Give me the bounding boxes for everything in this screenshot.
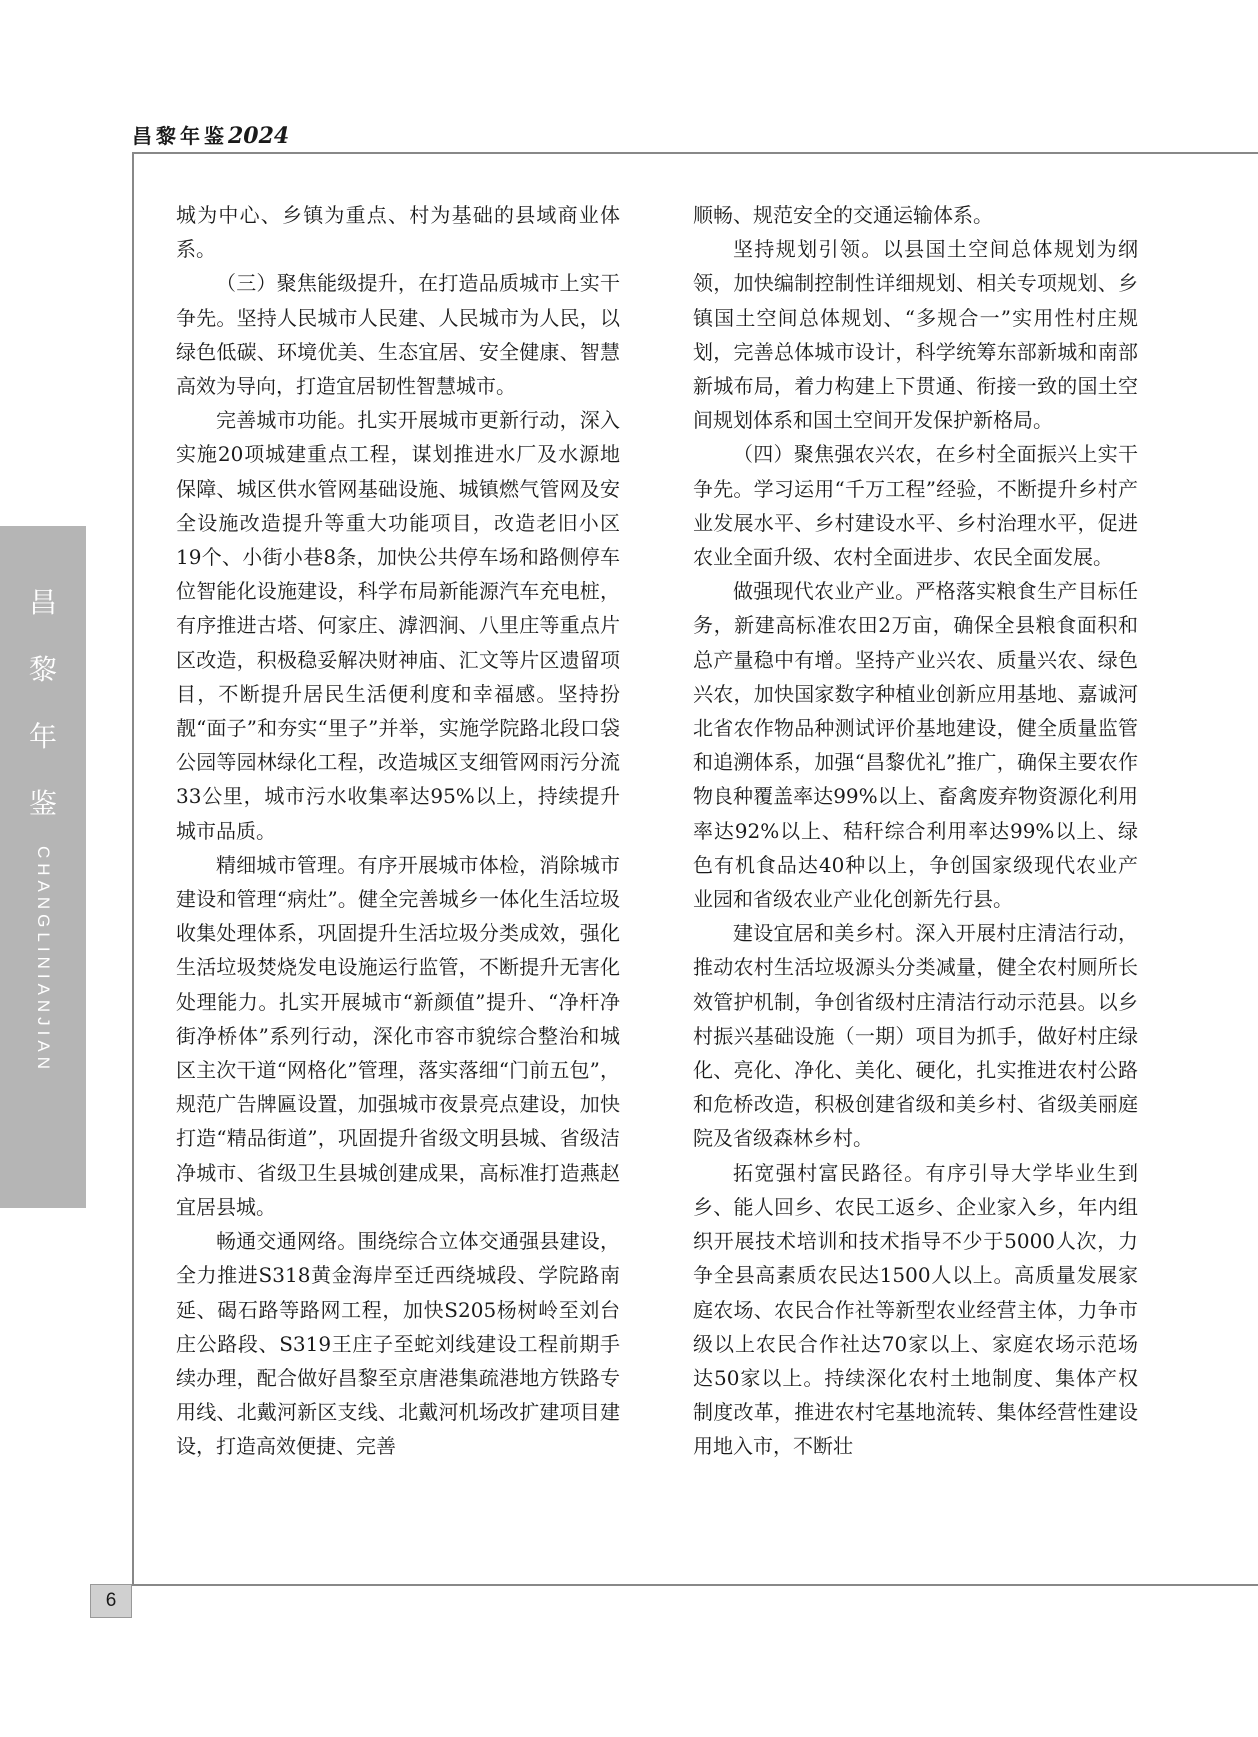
side-tab-latin: CHANGLINIANJIAN [34, 846, 53, 1075]
paragraph: 城为中心、乡镇为重点、村为基础的县域商业体系。 [176, 203, 620, 262]
paragraph: 畅通交通网络。围绕综合立体交通强县建设，全力推进S318黄金海岸至迁西绕城段、学院路南延、碣石路等路网工程，加快S205杨树岭至刘台庄公路段、S319王庄子至蛇刘线建设工程前期手续办理，配合做好昌黎至京唐港集疏港地方铁路专用线、北戴河新区支线、北戴河机场改扩建项目建设，打造高效便捷、完善 [176, 1229, 620, 1459]
side-tab-char: 昌 [28, 586, 57, 619]
side-tab [0, 526, 86, 1208]
paragraph: 坚持规划引领。以县国土空间总体规划为纲领，加快编制控制性详细规划、相关专项规划、乡镇国土空间总体规划、“多规合一”实用性村庄规划，完善总体城市设计，科学统筹东部新城和南部新城布局，着力构建上下贯通、衔接一致的国土空间规划体系和国土空间开发保护新格局。 [693, 237, 1138, 433]
left-column [176, 198, 620, 1464]
paragraph: （四）聚焦强农兴农，在乡村全面振兴上实干争先。学习运用“千万工程”经验，不断提升乡村产业发展水平、乡村建设水平、乡村治理水平，促进农业全面升级、农村全面进步、农民全面发展。 [693, 442, 1138, 570]
paragraph: 完善城市功能。扎实开展城市更新行动，深入实施20项城建重点工程，谋划推进水厂及水源地保障、城区供水管网基础设施、城镇燃气管网及安全设施改造提升等重大功能项目，改造老旧小区19个、小街小巷8条，加快公共停车场和路侧停车位智能化设施建设，科学布局新能源汽车充电桩，有序推进古塔、何家庄、滹泗涧、八里庄等重点片区改造，积极稳妥解决财神庙、汇文等片区遗留项目，不断提升居民生活便利度和幸福感。坚持扮靓“面子”和夯实“里子”并举，实施学院路北段口袋公园等园林绿化工程，改造城区支细管网雨污分流33公里，城市污水收集率达95%以上，持续提升城市品质。 [176, 408, 620, 843]
paragraph: 建设宜居和美乡村。深入开展村庄清洁行动，推动农村生活垃圾源头分类减量，健全农村厕所长效管护机制，争创省级村庄清洁行动示范县。以乡村振兴基础设施（一期）项目为抓手，做好村庄绿化、亮化、净化、美化、硬化，扎实推进农村公路和危桥改造，积极创建省级和美乡村、省级美丽庭院及省级森林乡村。 [693, 921, 1138, 1151]
side-tab-char: 黎 [28, 653, 57, 686]
header-year: 2024 [228, 123, 290, 149]
paragraph: 顺畅、规范安全的交通运输体系。 [693, 203, 993, 227]
page-number: 6 [90, 1584, 132, 1618]
paragraph: 做强现代农业产业。严格落实粮食生产目标任务，新建高标准农田2万亩，确保全县粮食面积和总产量稳中有增。坚持产业兴农、质量兴农、绿色兴农，加快国家数字种植业创新应用基地、嘉诚河北省农作物品种测试评价基地建设，健全质量监管和追溯体系，加强“昌黎优礼”推广，确保主要农作物良种覆盖率达99%以上、畜禽废弃物资源化利用率达92%以上、秸秆综合利用率达99%以上、绿色有机食品达40种以上，争创国家级现代农业产业园和省级农业产业化创新先行县。 [693, 579, 1138, 912]
running-header [132, 120, 289, 149]
paragraph: （三）聚焦能级提升，在打造品质城市上实干争先。坚持人民城市人民建、人民城市为人民，以绿色低碳、环境优美、生态宜居、安全健康、智慧高效为导向，打造宜居韧性智慧城市。 [176, 271, 620, 399]
header-title: 昌黎年鉴 [132, 124, 228, 148]
side-tab-char: 年 [28, 720, 57, 753]
right-column [693, 198, 1138, 1464]
paragraph: 精细城市管理。有序开展城市体检，消除城市建设和管理“病灶”。健全完善城乡一体化生活垃圾收集处理体系，巩固提升生活垃圾分类成效，强化生活垃圾焚烧发电设施运行监管，不断提升无害化处理能力。扎实开展城市“新颜值”提升、“净杆净街净桥体”系列行动，深化市容市貌综合整治和城区主次干道“网格化”管理，落实落细“门前五包”，规范广告牌匾设置，加强城市夜景亮点建设，加快打造“精品街道”，巩固提升省级文明县城、省级洁净城市、省级卫生县城创建成果，高标准打造燕赵宜居县城。 [176, 852, 620, 1219]
frame-top-rule [132, 152, 1258, 154]
side-tab-char: 鉴 [28, 787, 57, 820]
paragraph: 拓宽强村富民路径。有序引导大学毕业生到乡、能人回乡、农民工返乡、企业家入乡，年内组织开展技术培训和技术指导不少于5000人次，力争全县高素质农民达1500人以上。高质量发展家庭农场、农民合作社等新型农业经营主体，力争市级以上农民合作社达70家以上、家庭农场示范场达50家以上。持续深化农村土地制度、集体产权制度改革，推进农村宅基地流转、集体经营性建设用地入市，不断壮 [693, 1160, 1138, 1459]
frame-left-rule [132, 152, 134, 1584]
frame-bottom-rule [132, 1584, 1258, 1586]
